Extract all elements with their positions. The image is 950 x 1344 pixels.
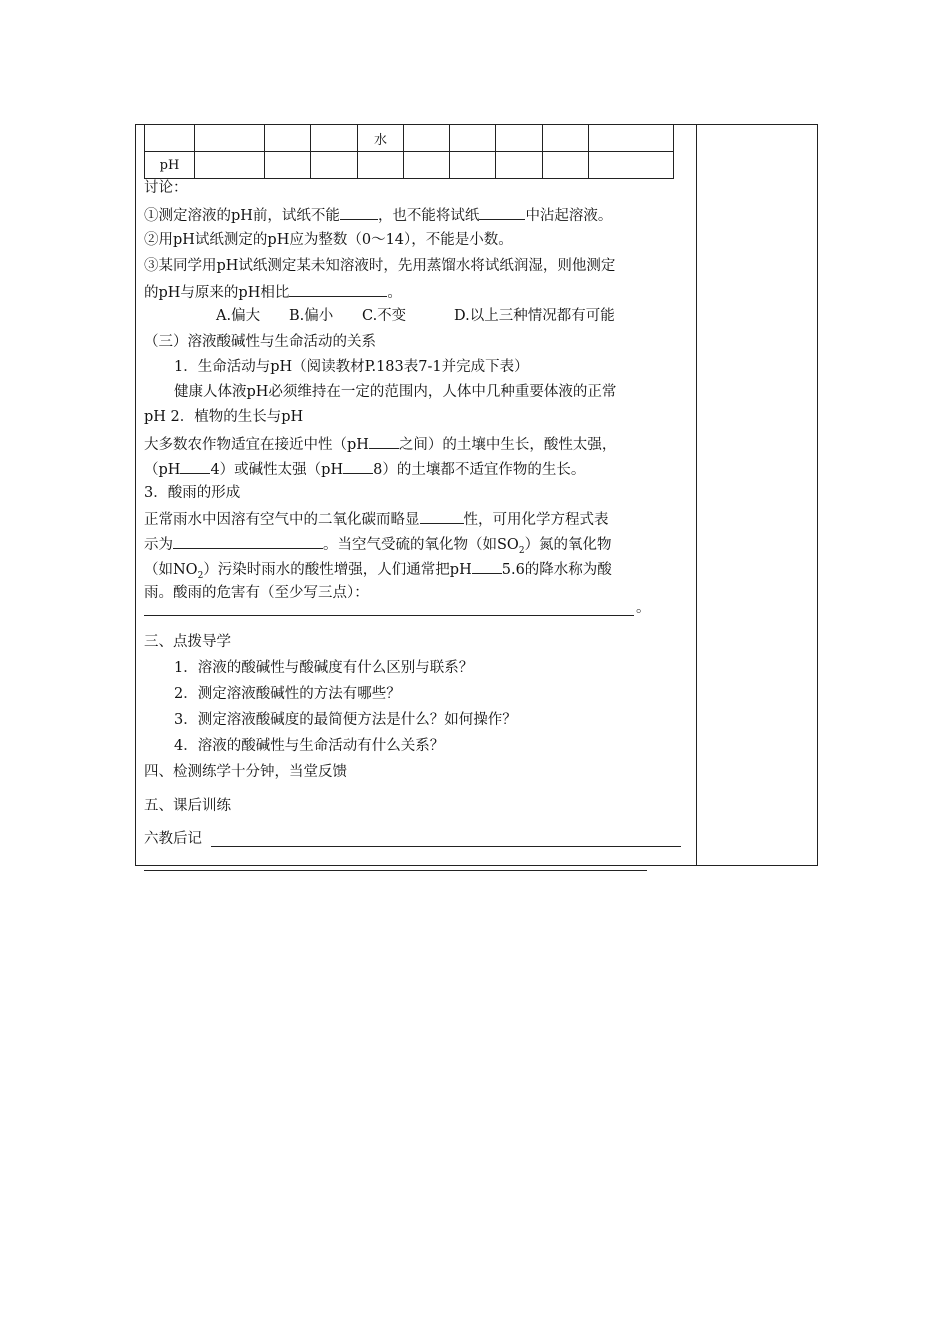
table-cell <box>589 125 674 152</box>
notes-line[interactable] <box>211 846 681 847</box>
text: 。 <box>387 285 402 301</box>
answer-blank[interactable] <box>420 508 464 524</box>
section-3-item-1: 1．生命活动与pH（阅读教材P.183表7-1并完成下表） <box>174 359 529 375</box>
after-class-heading: 五、课后训练 <box>144 798 231 814</box>
text: 。当空气受硫的氧化物（如SO <box>323 537 519 553</box>
table-cell <box>496 152 543 179</box>
option-c: C.不变 <box>362 308 407 324</box>
text: 8）的土壤都不适宜作物的生长。 <box>373 462 586 478</box>
answer-line[interactable] <box>144 615 634 616</box>
discussion-item-2: ②用pH试纸测定的pH应为整数（0～14），不能是小数。 <box>144 232 513 248</box>
table-cell <box>543 125 589 152</box>
text: 大多数农作物适宜在接近中性（pH <box>144 437 369 453</box>
table-cell <box>589 152 674 179</box>
test-heading: 四、检测练学十分钟，当堂反馈 <box>144 764 347 780</box>
table-cell-water: 水 <box>358 125 404 152</box>
table-cell <box>450 152 496 179</box>
section-3-item-1-text: 健康人体液pH必须维持在一定的范围内，人体中几种重要体液的正常 <box>174 384 617 400</box>
text: 5.6的降水称为酸 <box>501 562 612 578</box>
notes-line[interactable] <box>144 870 647 871</box>
subscript: 2 <box>518 545 525 556</box>
text: 示为 <box>144 537 173 553</box>
table-cell <box>195 152 265 179</box>
discussion-heading: 讨论： <box>144 180 188 196</box>
text: （pH <box>144 462 181 478</box>
discussion-item-3-line2 <box>144 281 402 303</box>
table-cell <box>543 152 589 179</box>
notes-heading: 六教后记 <box>144 831 202 847</box>
text: （如NO <box>144 562 198 578</box>
period: 。 <box>636 600 651 616</box>
notes-column-divider <box>696 125 697 865</box>
text: ，也不能将试纸 <box>377 208 480 224</box>
guide-question-3: 3．测定溶液酸碱度的最简便方法是什么？如何操作？ <box>174 712 517 728</box>
table-cell <box>450 125 496 152</box>
table-cell <box>358 152 404 179</box>
table-cell <box>145 125 195 152</box>
option-b: B.偏小 <box>289 308 334 324</box>
discussion-item-3-line1: ③某同学用pH试纸测定某未知溶液时，先用蒸馏水将试纸润湿，则他测定 <box>144 258 616 274</box>
plant-growth-line2 <box>144 458 585 480</box>
text: 性，可用化学方程式表 <box>463 512 609 528</box>
answer-blank[interactable] <box>479 204 525 220</box>
section-3-heading: （三）溶液酸碱性与生命活动的关系 <box>144 334 376 350</box>
table-cell <box>311 125 358 152</box>
acid-rain-heading: 3．酸雨的形成 <box>144 485 241 501</box>
ph-table <box>144 125 674 179</box>
table-cell <box>404 125 450 152</box>
text: 中沾起溶液。 <box>525 208 613 224</box>
acid-rain-line3 <box>144 558 612 586</box>
text: ）污染时雨水的酸性增强，人们通常把pH <box>203 562 472 578</box>
acid-rain-line4: 雨。酸雨的危害有（至少写三点）： <box>144 585 369 601</box>
table-row <box>145 125 674 152</box>
table-cell <box>265 125 311 152</box>
table-row <box>145 152 674 179</box>
text: 的pH与原来的pH相比 <box>144 285 290 301</box>
table-cell <box>195 125 265 152</box>
text: 正常雨水中因溶有空气中的二氧化碳而略显 <box>144 512 420 528</box>
guide-question-2: 2．测定溶液酸碱性的方法有哪些？ <box>174 686 401 702</box>
text: ）氮的氧化物 <box>524 537 612 553</box>
guide-question-4: 4．溶液的酸碱性与生命活动有什么关系？ <box>174 738 445 754</box>
section-3-item-2-heading: pH 2．植物的生长与pH <box>144 409 304 425</box>
text: 4）或碱性太强（pH <box>210 462 344 478</box>
worksheet-frame <box>135 124 818 866</box>
table-cell <box>496 125 543 152</box>
answer-blank[interactable] <box>180 458 210 474</box>
answer-blank[interactable] <box>289 281 387 297</box>
acid-rain-line2 <box>144 533 612 561</box>
table-cell-ph-label: pH <box>145 152 195 179</box>
table-cell <box>265 152 311 179</box>
text: ①测定溶液的pH前，试纸不能 <box>144 208 340 224</box>
acid-rain-line1 <box>144 508 609 530</box>
discussion-item-1 <box>144 204 612 226</box>
subscript: 2 <box>197 570 204 581</box>
table-cell <box>311 152 358 179</box>
answer-blank[interactable] <box>173 533 323 549</box>
option-d: D.以上三种情况都有可能 <box>454 308 615 324</box>
option-a: A.偏大 <box>216 308 261 324</box>
answer-blank[interactable] <box>472 558 502 574</box>
answer-blank[interactable] <box>340 204 378 220</box>
table-cell <box>404 152 450 179</box>
text: 之间）的土壤中生长，酸性太强， <box>398 437 617 453</box>
guide-heading: 三、点拨导学 <box>144 634 231 650</box>
answer-blank[interactable] <box>369 433 399 449</box>
guide-question-1: 1．溶液的酸碱性与酸碱度有什么区别与联系？ <box>174 660 474 676</box>
plant-growth-line1 <box>144 433 616 455</box>
answer-blank[interactable] <box>343 458 373 474</box>
